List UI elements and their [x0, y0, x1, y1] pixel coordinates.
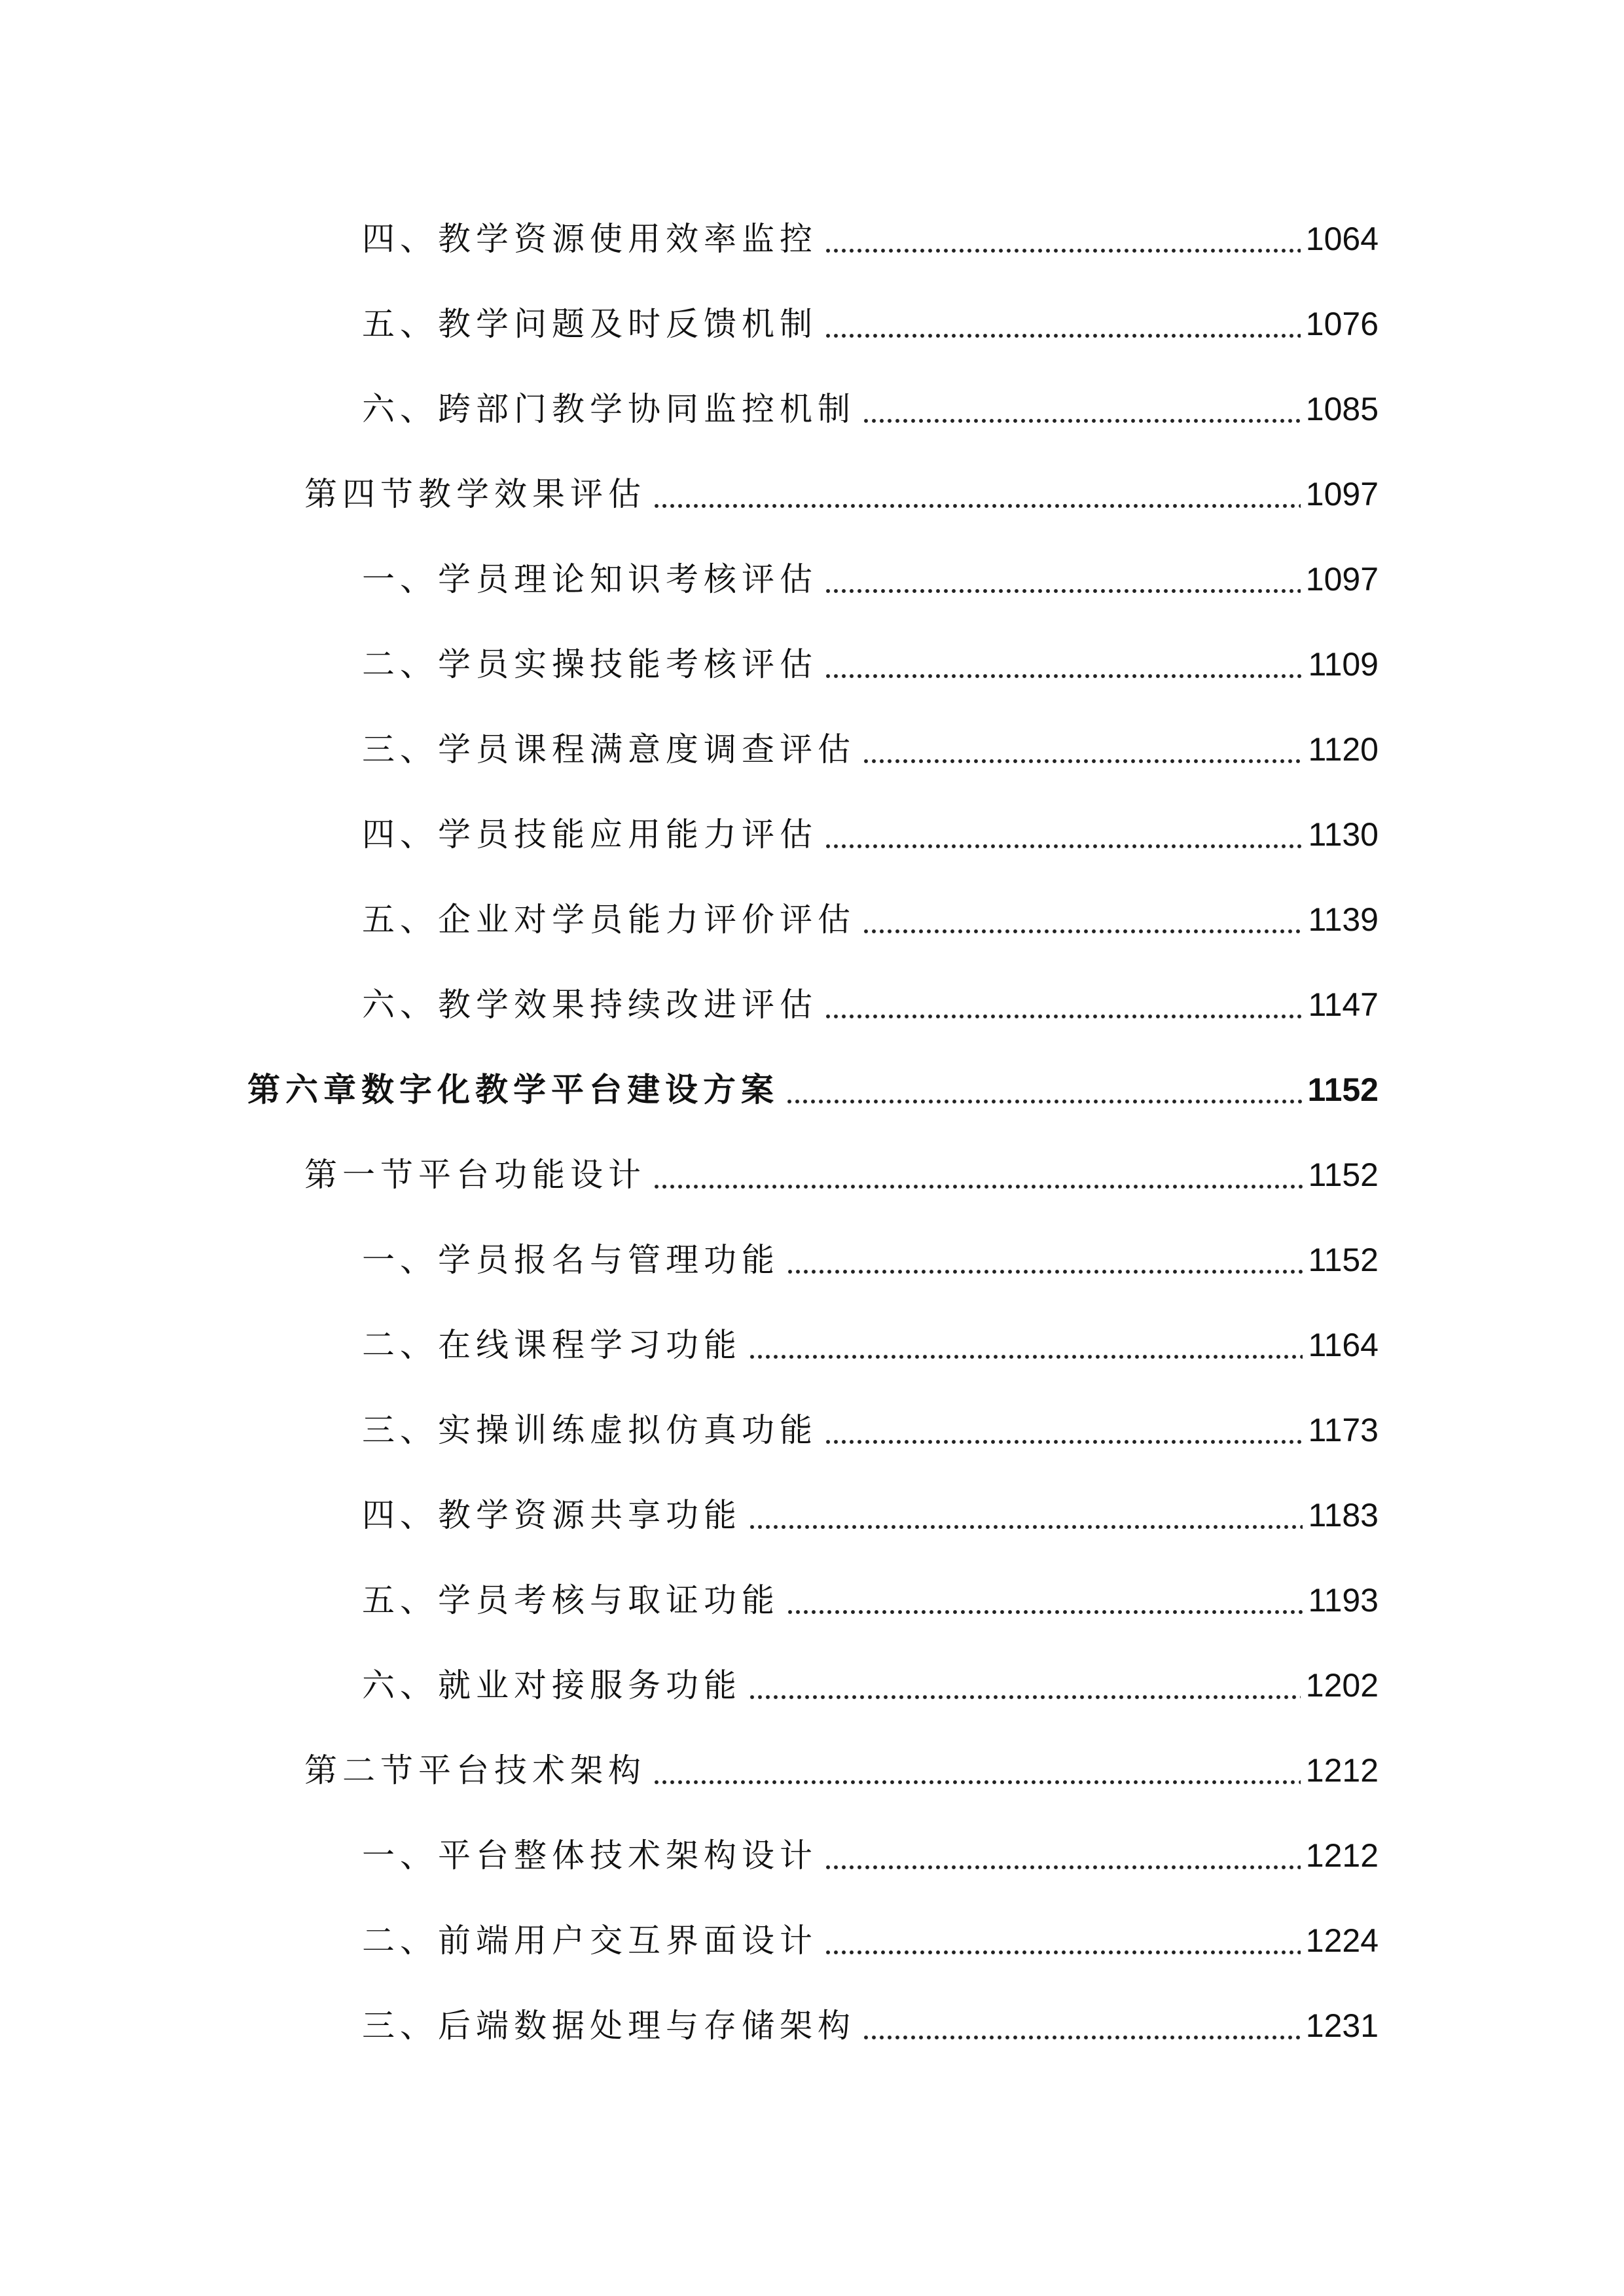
- toc-entry[interactable]: [0, 547, 1624, 612]
- toc-entry[interactable]: [0, 802, 1624, 867]
- toc-entry[interactable]: [0, 206, 1624, 272]
- toc-entry-label: 五、教学问题及时反馈机制: [362, 305, 818, 343]
- toc-dot-leader: [862, 376, 1301, 442]
- toc-page-number: 1130: [1308, 816, 1379, 853]
- toc-dot-leader: [786, 1568, 1303, 1633]
- toc-page-number: 1076: [1305, 306, 1379, 342]
- toc-entry[interactable]: [0, 632, 1624, 697]
- toc-entry-label: 四、教学资源使用效率监控: [362, 220, 818, 258]
- toc-entry-label: 二、在线课程学习功能: [362, 1326, 742, 1364]
- toc-dot-leader: [824, 972, 1303, 1037]
- toc-page-number: 1139: [1308, 901, 1379, 938]
- toc-page-number: 1120: [1308, 731, 1379, 768]
- toc-page-number: 1097: [1305, 476, 1379, 512]
- toc-entry-label: 六、教学效果持续改进评估: [362, 986, 818, 1024]
- toc-dot-leader: [786, 1227, 1303, 1293]
- toc-dot-leader: [824, 1823, 1301, 1888]
- toc-page-number: 1152: [1307, 1071, 1379, 1108]
- toc-entry[interactable]: [0, 1312, 1624, 1378]
- toc-entry-label: 第一节平台功能设计: [304, 1156, 646, 1194]
- toc-dot-leader: [824, 206, 1301, 272]
- toc-dot-leader: [785, 1057, 1303, 1122]
- toc-entry[interactable]: [0, 291, 1624, 357]
- toc-entry[interactable]: [0, 1568, 1624, 1633]
- toc-page-number: 1183: [1308, 1497, 1379, 1534]
- toc-entry-label: 一、学员理论知识考核评估: [362, 560, 818, 598]
- toc-page-number: 1202: [1305, 1667, 1379, 1704]
- toc-entry-label: 五、企业对学员能力评价评估: [362, 901, 856, 939]
- toc-entry-label: 二、学员实操技能考核评估: [362, 645, 818, 683]
- toc-dot-leader: [748, 1653, 1301, 1718]
- toc-dot-leader: [862, 1993, 1301, 2058]
- toc-dot-leader: [862, 717, 1303, 782]
- toc-page-number: 1085: [1305, 391, 1379, 427]
- toc-dot-leader: [824, 1397, 1303, 1463]
- toc-dot-leader: [748, 1312, 1303, 1378]
- toc-dot-leader: [653, 461, 1301, 527]
- toc-entry[interactable]: [0, 461, 1624, 527]
- toc-entry[interactable]: [0, 1738, 1624, 1803]
- toc-entry-label: 四、教学资源共享功能: [362, 1496, 742, 1534]
- toc-page-number: 1097: [1305, 561, 1379, 598]
- toc-page-number: 1231: [1305, 2007, 1379, 2044]
- toc-page-number: 1147: [1308, 986, 1379, 1023]
- toc-dot-leader: [653, 1142, 1303, 1208]
- toc-entry-label: 五、学员考核与取证功能: [362, 1581, 780, 1619]
- toc-entry[interactable]: [0, 1227, 1624, 1293]
- toc-entry[interactable]: [0, 887, 1624, 952]
- toc-dot-leader: [653, 1738, 1301, 1803]
- toc-entry[interactable]: [0, 1908, 1624, 1973]
- toc-entry-label: 三、学员课程满意度调查评估: [362, 730, 856, 768]
- toc-entry[interactable]: [0, 1823, 1624, 1888]
- toc-entry-label: 第六章数字化教学平台建设方案: [247, 1071, 779, 1109]
- toc-entry-label: 一、平台整体技术架构设计: [362, 1837, 818, 1874]
- toc-page-number: 1224: [1305, 1922, 1379, 1959]
- toc-dot-leader: [824, 1908, 1301, 1973]
- toc-entry-label: 三、实操训练虚拟仿真功能: [362, 1411, 818, 1449]
- toc-entry-label: 四、学员技能应用能力评估: [362, 816, 818, 853]
- toc-dot-leader: [824, 632, 1303, 697]
- toc-entry-label: 二、前端用户交互界面设计: [362, 1922, 818, 1960]
- toc-entry[interactable]: [0, 1397, 1624, 1463]
- toc-page-number: 1193: [1308, 1582, 1379, 1619]
- toc-entry[interactable]: [0, 1653, 1624, 1718]
- toc-entry[interactable]: [0, 1993, 1624, 2058]
- toc-entry-label: 第四节教学效果评估: [304, 475, 646, 513]
- toc-entry[interactable]: [0, 972, 1624, 1037]
- toc-dot-leader: [824, 802, 1303, 867]
- toc-page-number: 1152: [1308, 1242, 1379, 1278]
- toc-entry-label: 一、学员报名与管理功能: [362, 1241, 780, 1279]
- toc-entry[interactable]: [0, 1482, 1624, 1548]
- toc-entry[interactable]: [0, 1142, 1624, 1208]
- toc-page-number: 1212: [1305, 1837, 1379, 1874]
- toc-entry-label: 六、跨部门教学协同监控机制: [362, 390, 856, 428]
- toc-dot-leader: [748, 1482, 1303, 1548]
- toc-page-number: 1109: [1308, 646, 1379, 683]
- toc-page-number: 1173: [1308, 1412, 1379, 1448]
- toc-entry-chapter[interactable]: [0, 1057, 1624, 1122]
- toc-dot-leader: [824, 291, 1301, 357]
- toc-page-number: 1064: [1305, 221, 1379, 257]
- toc-entry-label: 六、就业对接服务功能: [362, 1666, 742, 1704]
- toc-page-number: 1152: [1308, 1157, 1379, 1193]
- toc-dot-leader: [862, 887, 1303, 952]
- toc-entry[interactable]: [0, 376, 1624, 442]
- toc-page-number: 1164: [1308, 1327, 1379, 1363]
- toc-entry[interactable]: [0, 717, 1624, 782]
- toc-entry-label: 三、后端数据处理与存储架构: [362, 2007, 856, 2045]
- toc-page-number: 1212: [1305, 1752, 1379, 1789]
- toc-entry-label: 第二节平台技术架构: [304, 1751, 646, 1789]
- toc-dot-leader: [824, 547, 1301, 612]
